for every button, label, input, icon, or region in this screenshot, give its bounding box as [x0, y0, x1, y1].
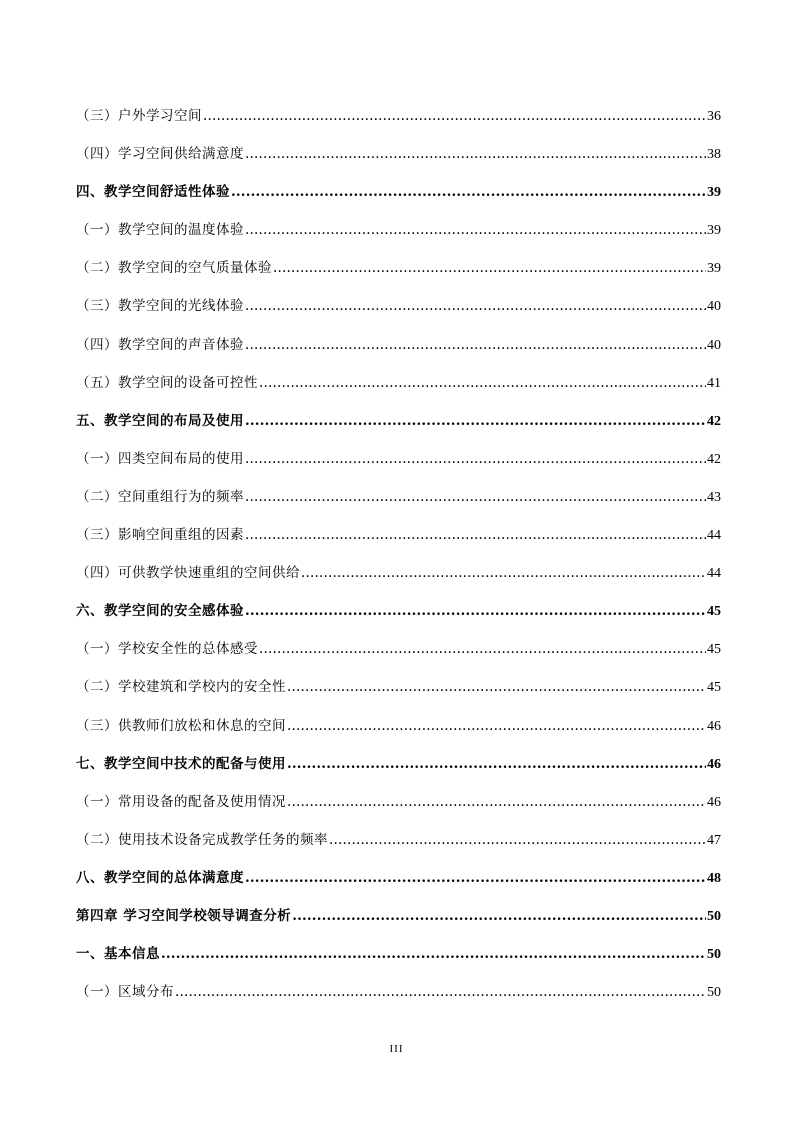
toc-entry-page-number: 39: [707, 261, 721, 277]
toc-entry-page-number: 46: [707, 756, 721, 772]
toc-entry-label: 第四章 学习空间学校领导调查分析: [76, 907, 292, 924]
toc-dot-leader: [301, 561, 706, 585]
toc-entry-page-number: 50: [707, 908, 721, 924]
toc-entry-page-number: 39: [707, 223, 721, 239]
toc-dot-leader: [245, 599, 706, 623]
toc-entry-page-number: 48: [707, 870, 721, 886]
toc-entry-label: （五）教学空间的设备可控性: [76, 374, 258, 391]
toc-entry-page-number: 44: [707, 528, 721, 544]
table-of-contents: [76, 104, 721, 1018]
toc-entry[interactable]: [76, 523, 721, 561]
toc-entry[interactable]: [76, 637, 721, 675]
toc-dot-leader: [245, 523, 706, 547]
toc-dot-leader: [329, 828, 706, 852]
toc-dot-leader: [245, 866, 706, 890]
toc-dot-leader: [245, 409, 706, 433]
toc-entry-label: （四）可供教学快速重组的空间供给: [76, 565, 300, 582]
toc-entry-label: （二）空间重组行为的频率: [76, 488, 244, 505]
toc-dot-leader: [245, 294, 706, 318]
toc-entry[interactable]: [76, 218, 721, 256]
toc-entry-page-number: 43: [707, 489, 721, 505]
toc-entry-label: （四）学习空间供给满意度: [76, 146, 244, 163]
toc-entry[interactable]: [76, 714, 721, 752]
toc-entry-label: （四）教学空间的声音体验: [76, 336, 244, 353]
toc-entry-label: （三）教学空间的光线体验: [76, 298, 244, 315]
toc-entry-label: （二）教学空间的空气质量体验: [76, 260, 272, 277]
toc-dot-leader: [161, 942, 706, 966]
toc-entry[interactable]: [76, 294, 721, 332]
toc-dot-leader: [287, 790, 706, 814]
toc-entry-label: （三）户外学习空间: [76, 108, 202, 124]
footer-page-number: III: [389, 1043, 404, 1055]
toc-entry-page-number: 47: [707, 832, 721, 848]
toc-entry-label: （三）影响空间重组的因素: [76, 527, 244, 544]
toc-entry-page-number: 45: [707, 680, 721, 696]
toc-dot-leader: [259, 371, 706, 395]
toc-entry[interactable]: [76, 904, 721, 942]
toc-entry-label: （二）学校建筑和学校内的安全性: [76, 679, 286, 696]
toc-entry-page-number: 46: [707, 718, 721, 734]
toc-entry-page-number: 44: [707, 566, 721, 582]
toc-entry[interactable]: [76, 256, 721, 294]
toc-dot-leader: [203, 104, 706, 128]
toc-dot-leader: [245, 485, 706, 509]
toc-entry-label: 六、教学空间的安全感体验: [76, 603, 244, 620]
toc-entry-label: 四、教学空间舒适性体验: [76, 184, 230, 201]
toc-entry[interactable]: [76, 561, 721, 599]
toc-dot-leader: [245, 333, 706, 357]
toc-entry-label: （二）使用技术设备完成教学任务的频率: [76, 831, 328, 848]
toc-entry-label: 五、教学空间的布局及使用: [76, 412, 244, 429]
toc-entry-label: （一）教学空间的温度体验: [76, 222, 244, 239]
toc-entry[interactable]: [76, 828, 721, 866]
toc-entry[interactable]: [76, 447, 721, 485]
toc-dot-leader: [287, 675, 706, 699]
toc-entry[interactable]: [76, 333, 721, 371]
toc-entry-label: （一）学校安全性的总体感受: [76, 641, 258, 658]
toc-entry[interactable]: [76, 142, 721, 180]
toc-entry-label: 一、基本信息: [76, 946, 160, 963]
toc-entry-label: （三）供教师们放松和休息的空间: [76, 717, 286, 734]
toc-entry-page-number: 41: [707, 375, 721, 391]
toc-entry[interactable]: [76, 942, 721, 980]
toc-entry[interactable]: [76, 752, 721, 790]
toc-dot-leader: [231, 180, 706, 204]
toc-dot-leader: [245, 447, 706, 471]
toc-entry-page-number: 45: [707, 642, 721, 658]
toc-entry-label: （一）常用设备的配备及使用情况: [76, 793, 286, 810]
toc-dot-leader: [175, 980, 706, 1004]
toc-entry-page-number: 50: [707, 947, 721, 963]
toc-entry[interactable]: [76, 371, 721, 409]
toc-dot-leader: [287, 714, 706, 738]
toc-entry[interactable]: [76, 409, 721, 447]
toc-dot-leader: [245, 218, 706, 242]
toc-entry[interactable]: [76, 599, 721, 637]
toc-entry-label: 七、教学空间中技术的配备与使用: [76, 755, 286, 772]
toc-entry-page-number: 36: [707, 109, 721, 124]
toc-entry-label: 八、教学空间的总体满意度: [76, 869, 244, 886]
toc-entry-page-number: 46: [707, 794, 721, 810]
toc-dot-leader: [245, 142, 706, 166]
toc-dot-leader: [292, 904, 706, 928]
toc-entry-page-number: 40: [707, 299, 721, 315]
toc-entry-page-number: 39: [707, 185, 721, 201]
toc-entry-page-number: 40: [707, 337, 721, 353]
toc-entry-page-number: 50: [707, 985, 721, 1001]
toc-entry[interactable]: [76, 485, 721, 523]
toc-dot-leader: [273, 256, 706, 280]
toc-entry[interactable]: [76, 980, 721, 1018]
toc-entry[interactable]: [76, 675, 721, 713]
toc-entry[interactable]: [76, 866, 721, 904]
toc-entry[interactable]: [76, 104, 721, 142]
toc-entry-label: （一）四类空间布局的使用: [76, 450, 244, 467]
toc-entry[interactable]: [76, 790, 721, 828]
toc-dot-leader: [259, 637, 706, 661]
toc-entry[interactable]: [76, 180, 721, 218]
toc-entry-label: （一）区域分布: [76, 984, 174, 1001]
toc-entry-page-number: 42: [707, 413, 721, 429]
toc-entry-page-number: 38: [707, 147, 721, 163]
toc-dot-leader: [287, 752, 706, 776]
toc-entry-page-number: 42: [707, 451, 721, 467]
toc-entry-page-number: 45: [707, 604, 721, 620]
